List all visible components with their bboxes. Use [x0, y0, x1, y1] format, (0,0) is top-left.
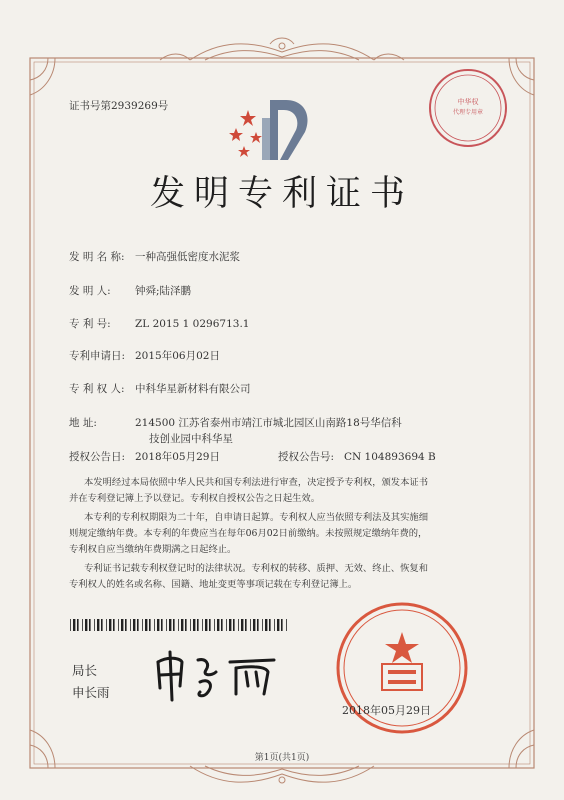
grant-date-label: 授权公告日: [69, 451, 126, 463]
body-line-6: 专利证书记载专利权登记时的法律状况。专利权的转移、质押、无效、终止、恢复和 [84, 563, 428, 574]
body-line-5: 专利权自应当缴纳年费期满之日起终止。 [69, 544, 237, 555]
grant-date: 2018年05月29日 [135, 451, 220, 463]
top-ornament [160, 38, 404, 60]
invention-name: 一种高强低密度水泥浆 [135, 251, 240, 263]
address-line-1: 214500 江苏省泰州市靖江市城北园区山南路18号华信科 [135, 417, 402, 429]
patentee: 中科华星新材料有限公司 [135, 383, 251, 395]
address-line-2: 技创业园中科华星 [149, 433, 233, 445]
director-name: 申长雨 [72, 685, 110, 700]
filing-date: 2015年06月02日 [135, 350, 220, 362]
page-footer: 第1页(共1页) [254, 753, 310, 763]
signature-date: 2018年05月29日 [342, 704, 431, 717]
body-line-2: 并在专利登记簿上予以登记。专利权自授权公告之日起生效。 [69, 493, 321, 504]
grant-number: CN 104893694 B [344, 451, 436, 463]
patent-number: ZL 2015 1 0296713.1 [135, 318, 250, 330]
certificate-number: 证书号第2939269号 [69, 100, 169, 112]
inventor-label: 发 明 人: [69, 285, 111, 297]
body-line-7: 专利权人的姓名或名称、国籍、地址变更等事项记载在专利登记簿上。 [69, 579, 358, 590]
director-title: 局长 [72, 663, 98, 678]
svg-text:中华权: 中华权 [457, 98, 479, 106]
svg-text:代理专用章: 代理专用章 [452, 109, 484, 116]
inventor: 钟舜;陆泽鹏 [135, 285, 192, 297]
grant-number-label: 授权公告号: [278, 451, 335, 463]
filing-date-label: 专利申请日: [69, 350, 126, 362]
barcode [70, 619, 290, 631]
body-line-1: 本发明经过本局依照中华人民共和国专利法进行审查，决定授予专利权，颁发本证书 [84, 477, 428, 488]
invention-name-label: 发 明 名 称: [69, 251, 125, 263]
certificate-title: 发明专利证书 [149, 174, 414, 214]
address-label: 地 址: [69, 417, 97, 429]
body-line-3: 本专利的专利权期限为二十年，自申请日起算。专利权人应当依照专利法及其实施细 [84, 512, 428, 523]
agency-stamp [430, 70, 506, 146]
body-line-4: 则规定缴纳年费。本专利的年费应当在每年06月02日前缴纳。未按照规定缴纳年费的， [69, 528, 428, 539]
patentee-label: 专 利 权 人: [69, 383, 125, 395]
cnipa-logo [229, 100, 308, 160]
patent-number-label: 专 利 号: [69, 318, 111, 330]
handwritten-signature [150, 648, 285, 703]
